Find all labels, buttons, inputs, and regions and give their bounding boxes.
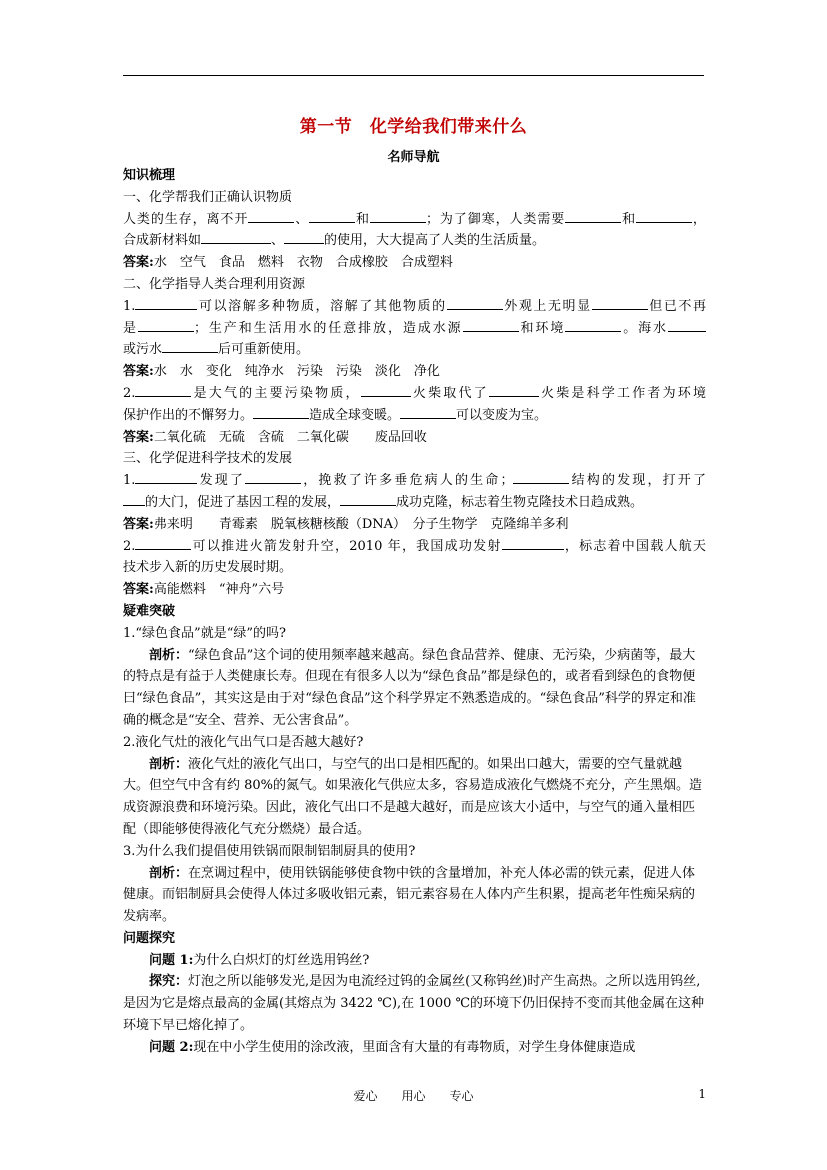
answer-text: 高能燃料 “神舟”六号 <box>153 582 285 598</box>
text: 2. <box>123 385 136 401</box>
problem-text: 现在中小学生使用的涂改液，里面含有大量的有毒物质，对学生身体健康造成 <box>193 1039 636 1055</box>
blank <box>253 406 309 419</box>
analysis-text: 在烹调过程中，使用铁锅能够使食物中铁的含量增加，补充人体必需的铁元素，促进人体健康。而铝制厨具会使得人体过多吸收铝元素，铝元素容易在人体内产生积累，提高老年性痴呆病的发病率。 <box>123 865 696 925</box>
analysis-1 <box>123 645 706 732</box>
answer-text: 水 空气 食品 燃料 衣物 合成橡胶 合成塑料 <box>153 255 453 271</box>
question-2: 2.液化气灶的液化气出气口是否越大越好? <box>123 734 364 750</box>
blank <box>309 210 355 223</box>
answer-1 <box>123 252 706 274</box>
exploration-label: 探究： <box>149 974 189 990</box>
blank <box>463 319 519 332</box>
analysis-label: 剖析： <box>149 756 189 772</box>
answer-label: 答案: <box>123 582 154 598</box>
answer-label: 答案: <box>123 364 154 380</box>
blank <box>284 231 324 244</box>
analysis-text: “绿色食品”这个词的使用频率越来越高。绿色食品营养、健康、无污染，少病菌等，最大的特点是有益于人类健康长寿。但现在有很多人以为“绿色食品”都是绿色的，或者看到绿色的食物便曰“绿色食品”，其实这是由于对“绿色食品”这个科学界定不熟悉造成的。“绿色食品”科学的界定和准确的概念是“安全、营养、无公害食品”。 <box>123 647 696 728</box>
paragraph-4-line-1 <box>123 470 706 492</box>
blank <box>162 340 218 353</box>
text: 的使用，大大提高了人类的生活质量。 <box>324 233 546 249</box>
text: 是 <box>123 320 138 336</box>
blank <box>138 319 194 332</box>
answer-4 <box>123 514 706 536</box>
text: 可以推进火箭发射升空，2010 年，我国成功发射 <box>191 538 502 554</box>
blank <box>668 319 706 332</box>
problem-1 <box>123 950 706 972</box>
text: 火柴是科学工作者为环境 <box>538 385 706 401</box>
analysis-3 <box>123 863 706 928</box>
text: 、 <box>294 211 310 227</box>
text: 1. <box>123 473 136 489</box>
paragraph-2-line-1 <box>123 296 706 318</box>
blank <box>340 493 396 506</box>
document-body <box>123 165 706 1059</box>
text: 和环境 <box>518 320 566 336</box>
answer-label: 答案: <box>123 255 154 271</box>
paragraph-3-line-1 <box>123 383 706 405</box>
text: 1. <box>123 298 136 314</box>
blank <box>370 210 426 223</box>
question-1: 1.“绿色食品”就是“绿”的吗? <box>123 625 286 641</box>
text: ， <box>692 211 706 227</box>
blank <box>135 471 197 484</box>
exploration-1 <box>123 971 706 1036</box>
text: 、 <box>271 233 285 249</box>
blank <box>361 384 411 397</box>
text: 和 <box>621 211 637 227</box>
blank <box>489 384 539 397</box>
answer-5 <box>123 579 706 601</box>
heading-part-1: 一、化学帮我们正确认识物质 <box>123 189 293 205</box>
analysis-label: 剖析： <box>149 865 189 881</box>
paragraph-1-line-1 <box>123 209 706 231</box>
blank <box>502 537 564 550</box>
answer-label: 答案: <box>123 429 154 445</box>
blank <box>135 384 191 397</box>
blank <box>565 210 621 223</box>
text: ；为了御寒，人类需要 <box>425 211 566 227</box>
heading-part-2: 二、化学指导人类合理利用资源 <box>123 276 306 292</box>
paragraph-5-line-2: 技术步入新的历史发展时期。 <box>123 560 293 576</box>
blank <box>565 319 621 332</box>
text: 是大气的主要污染物质， <box>191 385 361 401</box>
blank <box>245 471 301 484</box>
section-heading-inquiry: 问题探究 <box>123 930 176 946</box>
text: ；生产和生活用水的任意排放，造成水源 <box>193 320 463 336</box>
problem-2 <box>123 1037 706 1059</box>
answer-text: 弗来明 青霉素 脱氧核糖核酸（DNA） 分子生物学 克隆绵羊多利 <box>153 516 569 532</box>
problem-text: 为什么白炽灯的灯丝选用钨丝? <box>193 952 370 968</box>
exploration-text: 灯泡之所以能够发光,是因为电流经过钨的金属丝(又称钨丝)时产生高热。之所以选用钨丝,是因为它是熔点最高的金属(其熔点为 3422 ℃),在 1000 ℃的环境下仍旧保持不变而其他金属在这种环境下早已熔化掉了。 <box>123 974 705 1034</box>
paragraph-2-line-3 <box>123 339 706 361</box>
text: 2. <box>123 538 136 554</box>
text: ，挽救了许多垂危病人的生命； <box>301 473 514 489</box>
problem-label: 问题 1: <box>149 952 194 968</box>
answer-text: 水 水 变化 纯净水 污染 污染 淡化 净化 <box>153 364 440 380</box>
blank <box>123 493 145 506</box>
text: 和 <box>355 211 370 227</box>
blank <box>135 297 197 310</box>
text: 结构的发现，打开了 <box>569 473 706 489</box>
paragraph-5-line-1 <box>123 536 706 558</box>
text: 可以溶解多种物质，溶解了其他物质的 <box>197 298 447 314</box>
blank <box>201 231 271 244</box>
answer-label: 答案: <box>123 516 154 532</box>
analysis-label: 剖析： <box>149 647 189 663</box>
text: 火柴取代了 <box>410 385 489 401</box>
text: 成功克隆，标志着生物克隆技术日趋成熟。 <box>396 494 644 510</box>
text: 后可重新使用。 <box>218 342 310 358</box>
page-number: 1 <box>698 1087 706 1101</box>
problem-label: 问题 2: <box>149 1039 194 1055</box>
text: 发现了 <box>197 473 246 489</box>
paragraph-2-line-2 <box>123 318 706 340</box>
analysis-text: 液化气灶的液化气出口，与空气的出口是相匹配的。如果出口越大，需要的空气量就越大。但空气中含有约 80%的氮气。如果液化气供应太多，容易造成液化气燃烧不充分，产生黑烟。造成资源浪费和环境污染。因此，液化气出口不是越大越好，而是应该大小适中，与空气的通入量相匹配（即能够使得液化气充分燃烧）最合适。 <box>123 756 703 837</box>
heading-part-3: 三、化学促进科学技术的发展 <box>123 451 293 467</box>
text: 造成全球变暖。 <box>309 407 401 423</box>
page-subtitle: 名师导航 <box>387 150 440 165</box>
blank <box>447 297 503 310</box>
text: ，标志着中国载人航天 <box>563 538 706 554</box>
text: 可以变废为宝。 <box>456 407 548 423</box>
paragraph-4-line-2 <box>123 492 706 514</box>
page-title: 第一节 化学给我们带来什么 <box>299 117 528 137</box>
text: 合成新材料如 <box>123 233 202 249</box>
text: 或污水 <box>123 342 163 358</box>
text: 但已不再 <box>647 298 706 314</box>
text: 外观上无明显 <box>502 298 592 314</box>
answer-3 <box>123 427 706 449</box>
text: 。海水 <box>621 320 668 336</box>
answer-text: 二氧化硫 无硫 含硫 二氧化碳 废品回收 <box>153 429 427 445</box>
blank <box>248 210 294 223</box>
text: 的大门，促进了基因工程的发展， <box>145 494 341 510</box>
text: 保护作出的不懈努力。 <box>123 407 254 423</box>
paragraph-1-line-2 <box>123 230 706 252</box>
analysis-2 <box>123 754 706 841</box>
question-3: 3.为什么我们提倡使用铁锅而限制铝制厨具的使用? <box>123 843 416 859</box>
blank <box>592 297 648 310</box>
page-footer: 爱心 用心 专心 <box>353 1089 474 1103</box>
section-heading-difficulties: 疑难突破 <box>123 603 176 619</box>
answer-2 <box>123 361 706 383</box>
header-rule <box>123 75 704 76</box>
paragraph-3-line-2 <box>123 405 706 427</box>
blank <box>400 406 456 419</box>
section-heading-knowledge: 知识梳理 <box>123 168 176 183</box>
text: 人类的生存，离不开 <box>123 211 249 227</box>
blank <box>636 210 692 223</box>
blank <box>135 537 191 550</box>
blank <box>513 471 569 484</box>
